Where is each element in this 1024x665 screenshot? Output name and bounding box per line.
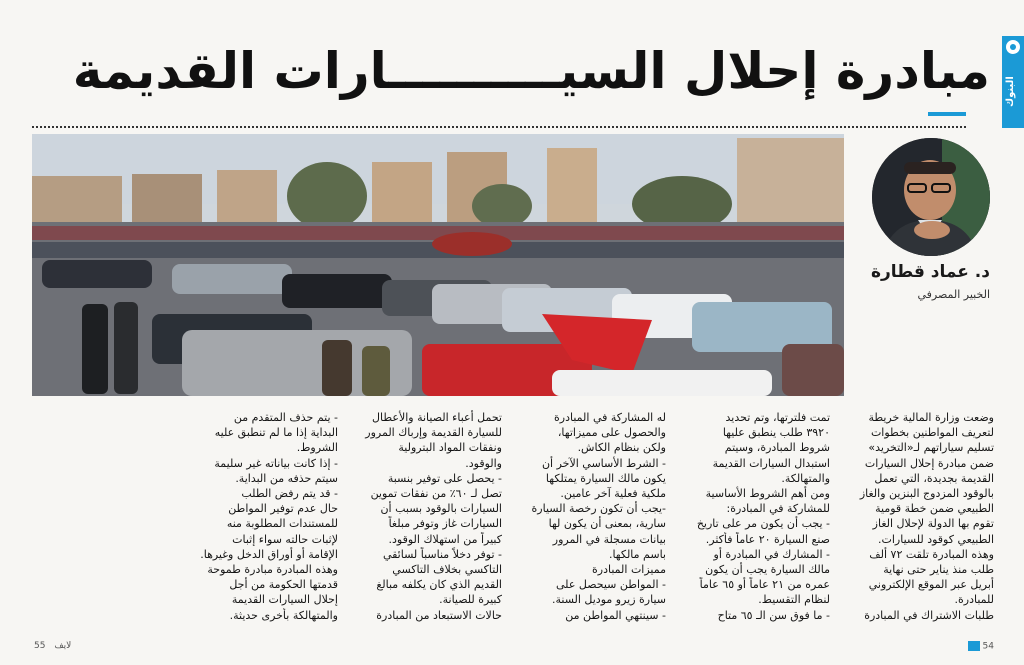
article-column-3: [516, 410, 666, 623]
left-page-number: 55: [34, 641, 46, 651]
column-text: له المشاركة في المبادرة والحصول على مميزاتها، ولكن بنظام الكاش. - الشرط الأساسي الآخر أن يكون مالك السيارة يمتلكها ملكية فعلية آخر عامين. -يجب أن تكون رخصة السيارة سارية، بمعنى أن يكون لها بيانات مسجلة في المرور باسم مالكها. مميزات المبادرة - المواطن سيحصل على سيارة زيرو موديل السنة. - سينتهي المواطن من: [531, 411, 666, 622]
section-tab-label: البنوك: [1005, 76, 1016, 108]
accent-line: [928, 112, 966, 116]
section-tab: [1002, 36, 1024, 128]
eye-icon: [1006, 40, 1020, 54]
column-text: - يتم حذف المتقدم من البداية إذا ما لم تنطبق عليه الشروط. - إذا كانت بياناته غير سليمة سيتم حذفه من البداية. - قد يتم رفض الطلب حال عدم توفير المواطن للمستندات المطلوبة منه لإثبات حالته سواء إثبات الإقامة أو أوراق الدخل وغيرها. وهذه المبادرة مبادرة طموحة قدمتها الحكومة من أجل إحلال السيارات القديمة والمتهالكة بأخرى حديثة.: [200, 411, 338, 622]
cars-photo: [32, 134, 844, 396]
article-column-4: [352, 410, 502, 623]
article-column-2: [680, 410, 830, 623]
column-text: وضعت وزارة المالية خريطة لتعريف المواطنين بخطوات تسليم سياراتهم لـ«التخريد» ضمن مبادرة إحلال السيارات القديمة بجديدة، التي تعمل بالوقود المزدوج البنزين والغاز الطبيعي ضمن خطة قومية تقوم بها الدولة لإحلال الغاز الطبيعي كوقود للسيارات. وهذه المبادرة تلقت ٧٢ ألف طلب منذ يناير حتى نهاية أبريل عبر الموقع الإلكتروني للمبادرة. طلبات الاشتراك في المبادرة: [859, 411, 994, 622]
dotted-divider: [32, 126, 966, 128]
article-column-1: [844, 410, 994, 623]
author-photo: [872, 138, 990, 256]
author-title: الخبير المصرفي: [917, 288, 990, 301]
headline: مبادرة إحلال السيــــــــــارات القديمة: [72, 42, 990, 100]
footer-brand: لايف: [54, 641, 72, 651]
article-column-5: [188, 410, 338, 623]
column-text: تمت فلترتها، وتم تحديد ٣٩٢٠ طلب ينطبق عليها شروط المبادرة، وسيتم استبدال السيارات القديمة والمتهالكة. ومن أهم الشروط الأساسية للمشاركة في المبادرة: - يجب أن يكون مر على تاريخ صنع السيارة ٢٠ عاماً فأكثر. - المشارك في المبادرة أو مالك السيارة يجب أن يكون عمره من ٢١ عاماً أو ٦٥ عاماً لنظام التقسيط. - ما فوق سن الـ ٦٥ متاح: [696, 411, 830, 622]
author-name: د. عماد قطارة: [870, 262, 990, 282]
magazine-logo-icon: [968, 641, 980, 651]
footer-right: [964, 641, 994, 652]
footer-left: [34, 641, 71, 651]
column-text: تحمل أعباء الصيانة والأعطال للسيارة القديمة وإرباك المرور ونفقات المواد البترولية والوقود. - يحصل على توفير بنسبة تصل لـ ٦٠٪ من نفقات تموين السيارات بالوقود بسبب أن السيارات غاز وتوفر مبلغاً كبيراً من استهلاك الوقود. - توفر دخلاً مناسباً لسائقي التاكسي بخلاف التاكسي القديم الذي كان يكلفه مبالغ كبيرة للصيانة. حالات الاستبعاد من المبادرة: [365, 411, 502, 622]
right-page-number: 54: [982, 641, 994, 652]
